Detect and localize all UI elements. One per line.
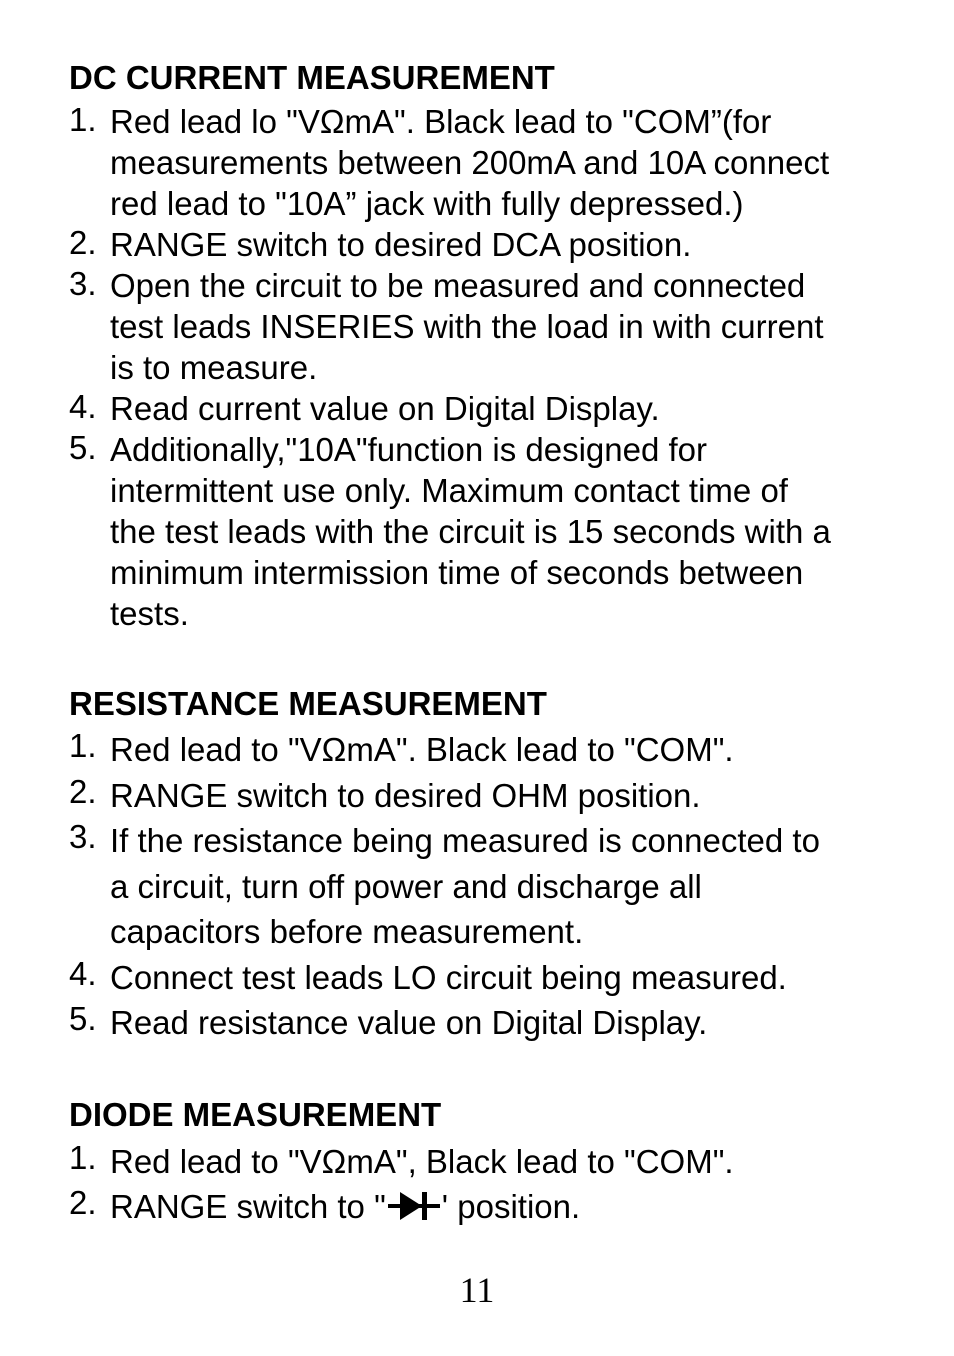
step-text-line: test leads INSERIES with the load in with current — [110, 308, 824, 345]
step-number: 1. — [69, 1139, 97, 1176]
list-item — [69, 388, 831, 429]
step-number: 3. — [69, 818, 97, 855]
step-text-line: capacitors before measurement. — [110, 913, 584, 950]
list-item — [69, 265, 831, 388]
step-text-line: RANGE switch to desired DCA position. — [110, 226, 692, 263]
diode-symbol-icon — [386, 1188, 442, 1224]
step-text-line: tests. — [110, 595, 189, 632]
list-item — [69, 727, 820, 773]
step-text-line: minimum intermission time of seconds between — [110, 554, 804, 591]
step-number: 2. — [69, 224, 97, 261]
step-text-line: If the resistance being measured is connected to — [110, 822, 820, 859]
step-number: 5. — [69, 429, 97, 466]
section-heading-resistance: RESISTANCE MEASUREMENT — [69, 685, 547, 722]
resistance-steps — [69, 727, 820, 1046]
step-text-line: Red lead lo "VΩmA". Black lead to "COM”(for — [110, 103, 772, 140]
step-number: 4. — [69, 954, 97, 992]
step-text-line: a circuit, turn off power and discharge all — [110, 867, 702, 905]
step-text-line: Open the circuit to be measured and connected — [110, 267, 806, 304]
step-text-line: the test leads with the circuit is 15 seconds with a — [110, 513, 831, 550]
step-text-line: is to measure. — [110, 349, 318, 386]
section-heading-diode: DIODE MEASUREMENT — [69, 1096, 442, 1133]
list-item — [69, 818, 820, 955]
list-item — [69, 955, 820, 1001]
dc-current-steps — [69, 101, 831, 634]
page-number: 11 — [459, 1270, 495, 1310]
step-number: 1. — [69, 101, 97, 138]
step-text-before-icon: RANGE switch to " — [110, 1188, 386, 1225]
step-text-line: red lead to "10A” jack with fully depressed.) — [110, 185, 744, 222]
step-number: 5. — [69, 1000, 97, 1037]
step-text-line: measurements between 200mA and 10A connect — [110, 144, 830, 181]
step-text-line: Read resistance value on Digital Display. — [110, 1004, 708, 1041]
step-text-line — [110, 1184, 580, 1229]
step-text-line: Additionally,"10A"function is designed for — [110, 431, 708, 468]
step-text-line: intermittent use only. Maximum contact time of — [110, 472, 788, 509]
list-item — [69, 429, 831, 634]
step-text-line: Red lead to "VΩmA", Black lead to "COM". — [110, 1143, 734, 1180]
step-number: 3. — [69, 265, 97, 302]
step-text-after-icon: ' position. — [441, 1188, 581, 1225]
diode-steps — [69, 1139, 734, 1229]
list-item — [69, 773, 820, 819]
list-item — [69, 224, 831, 265]
step-number: 1. — [69, 727, 97, 764]
step-number: 2. — [69, 1184, 97, 1221]
step-number: 2. — [69, 772, 97, 810]
section-heading-dc-current: DC CURRENT MEASUREMENT — [69, 59, 555, 96]
step-text-line: Red lead to "VΩmA". Black lead to "COM". — [110, 731, 734, 768]
step-text-line: Connect test leads LO circuit being measured. — [110, 958, 787, 996]
step-text-line: RANGE switch to desired OHM position. — [110, 776, 701, 814]
step-number: 4. — [69, 388, 97, 425]
step-text-line: Read current value on Digital Display. — [110, 390, 660, 427]
list-item — [69, 1000, 820, 1046]
list-item — [69, 1139, 734, 1184]
list-item — [69, 101, 831, 224]
list-item — [69, 1184, 734, 1229]
